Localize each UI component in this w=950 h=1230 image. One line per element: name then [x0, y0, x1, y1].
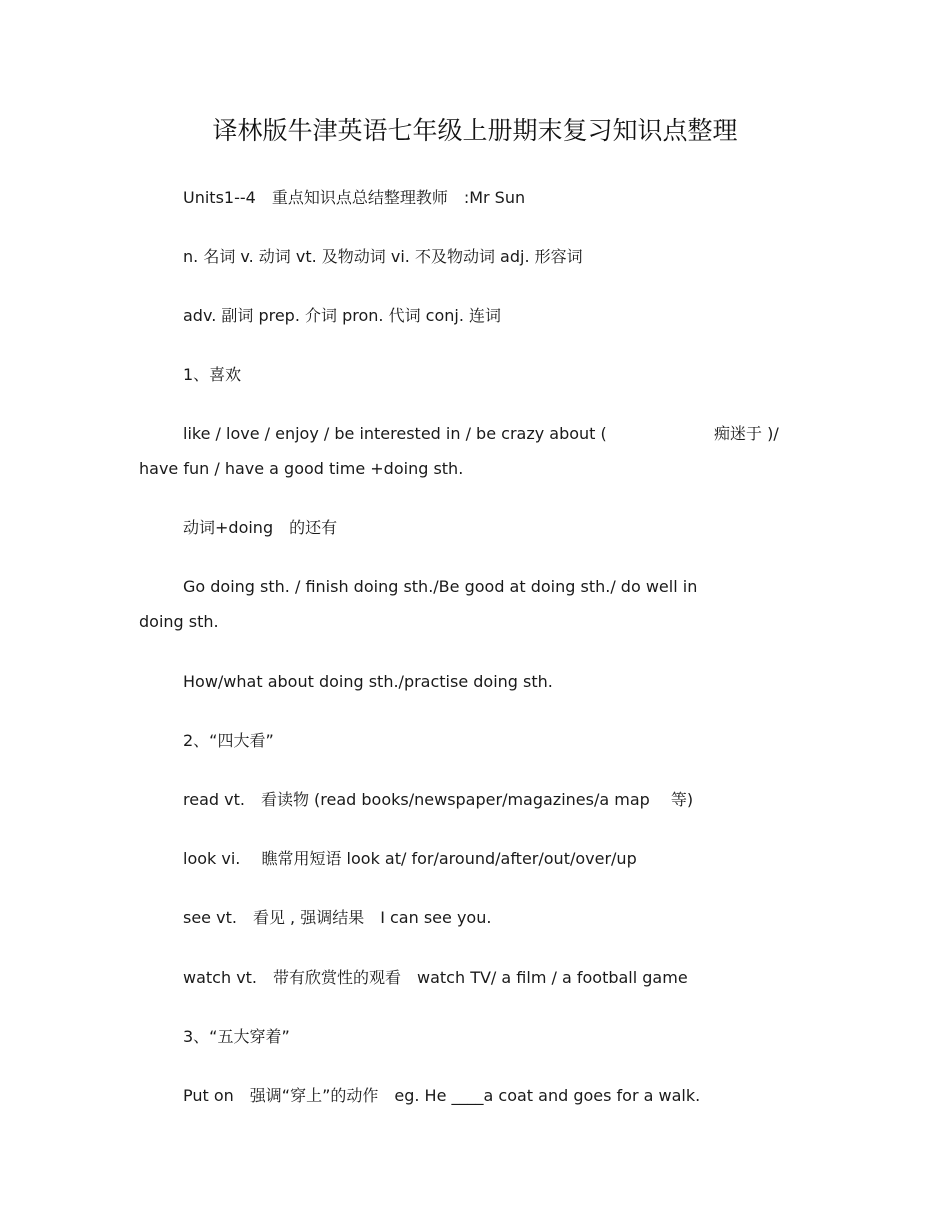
section-heading-3: 3、“五大穿着”	[183, 1027, 290, 1046]
how-about-line: How/what about doing sth./practise doing sth.	[183, 672, 553, 691]
go-doing-line: Go doing sth. / finish doing sth./Be good at doing sth./ do well in	[183, 577, 698, 596]
abbreviations-line-2: adv. 副词 prep. 介词 pron. 代词 conj. 连词	[183, 306, 502, 325]
section-heading-1: 1、喜欢	[183, 365, 242, 384]
see-line: see vt. 看见 , 强调结果 I can see you.	[183, 908, 492, 927]
watch-line: watch vt. 带有欣赏性的观看 watch TV/ a film / a football game	[183, 968, 688, 987]
like-phrases-continued: have fun / have a good time +doing sth.	[139, 459, 464, 478]
look-line: look vi. 瞧常用短语 look at/ for/around/after/out/over/up	[183, 849, 637, 868]
section-heading-2: 2、“四大看”	[183, 731, 274, 750]
verb-doing-line: 动词+doing 的还有	[183, 518, 338, 537]
read-line: read vt. 看读物 (read books/newspaper/magazines/a map 等)	[183, 790, 694, 809]
abbreviations-line-1: n. 名词 v. 动词 vt. 及物动词 vi. 不及物动词 adj. 形容词	[183, 247, 583, 266]
like-phrases-gloss: 痴迷于 )/	[714, 424, 779, 443]
put-on-line: Put on 强调“穿上”的动作 eg. He ____a coat and goes for a walk.	[183, 1086, 701, 1105]
units-teacher-line: Units1--4 重点知识点总结整理教师 :Mr Sun	[183, 188, 526, 207]
page-title: 译林版牛津英语七年级上册期末复习知识点整理	[212, 116, 738, 145]
go-doing-continued: doing sth.	[139, 612, 219, 631]
like-phrases-line: like / love / enjoy / be interested in / be crazy about (	[183, 424, 607, 443]
